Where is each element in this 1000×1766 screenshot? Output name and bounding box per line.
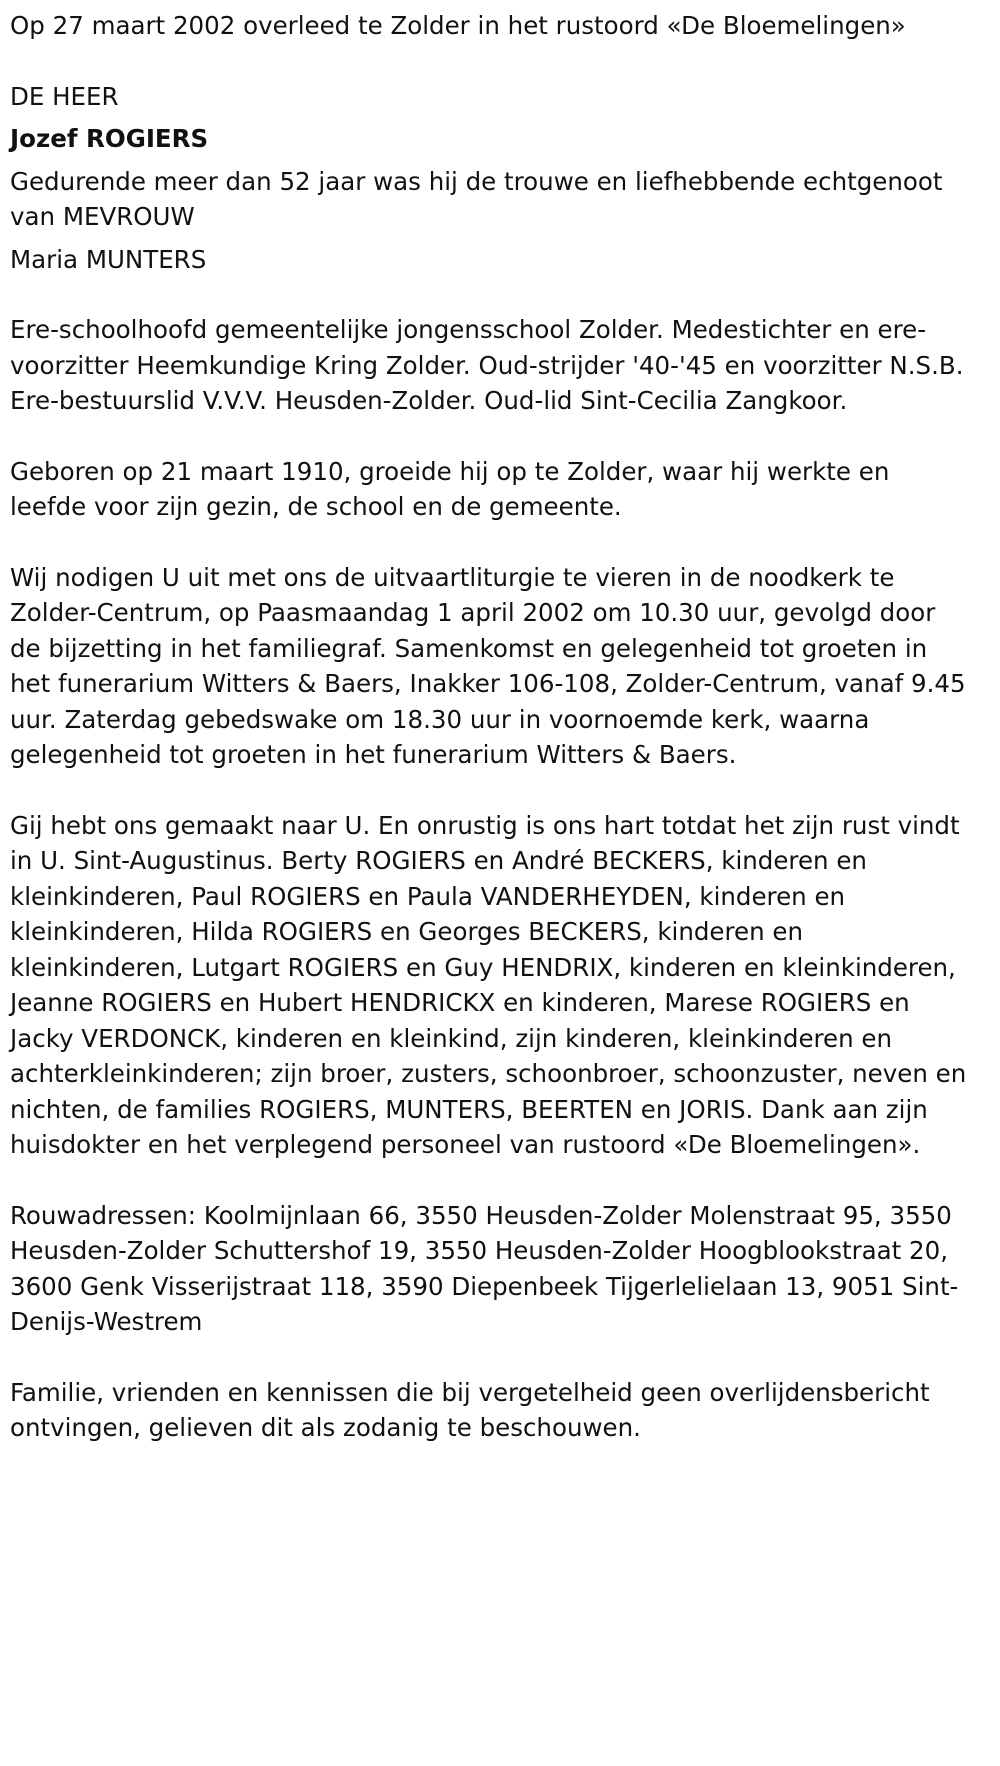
closing-paragraph: Familie, vrienden en kennissen die bij vergetelheid geen overlijdensbericht ontvingen, gelieven dit als zodanig te beschouwen. xyxy=(10,1377,930,1442)
functions-paragraph: Ere-schoolhoofd gemeentelijke jongensschool Zolder. Medestichter en ere-voorzitter Heemkundige Kring Zolder. Oud-strijder '40-'45 en voorzitter N.S.B. Ere-bestuurslid V.V.V. Heusden-Zolder. Oud-lid Sint-Cecilia Zangkoor. xyxy=(10,315,964,415)
spacer xyxy=(10,157,970,164)
birth-paragraph: Geboren op 21 maart 1910, groeide hij op te Zolder, waar hij werkte en leefde voor zijn gezin, de school en de gemeente. xyxy=(10,456,890,521)
spacer xyxy=(10,773,970,808)
spacer xyxy=(10,419,970,454)
funeral-paragraph: Wij nodigen U uit met ons de uitvaartliturgie te vieren in de noodkerk te Zolder-Centrum, op Paasmaandag 1 april 2002 om 10.30 uur, gevolgd door de bijzetting in het familiegraf. Samenkomst en gelegenheid tot groeten in het funerarium Witters & Baers, Inakker 106-108, Zolder-Centrum, vanaf 9.45 uur. Zaterdag gebedswake om 18.30 uur in voornoemde kerk, waarna gelegenheid tot groeten in het funerarium Witters & Baers. xyxy=(10,562,966,769)
family-paragraph: Gij hebt ons gemaakt naar U. En onrustig is ons hart totdat het zijn rust vindt in U. Sint-Augustinus. Berty ROGIERS en André BECKERS, kinderen en kleinkinderen, Paul ROGIERS en Paula VANDERHEYDEN, kinderen en kleinkinderen, Hilda ROGIERS en Georges BECKERS, kinderen en kleinkinderen, Lutgart ROGIERS en Guy HENDRIX, kinderen en kleinkinderen, Jeanne ROGIERS en Hubert HENDRICKX en kinderen, Marese ROGIERS en Jacky VERDONCK, kinderen en kleinkind, zijn kinderen, kleinkinderen en achterkleinkinderen; zijn broer, zusters, schoonbroer, schoonzuster, neven en nichten, de families ROGIERS, MUNTERS, BEERTEN en JORIS. Dank aan zijn huisdokter en het verplegend personeel van rustoord «De Bloemelingen». xyxy=(10,810,967,1159)
addresses-paragraph: Rouwadressen: Koolmijnlaan 66, 3550 Heusden-Zolder Molenstraat 95, 3550 Heusden-Zolder Schuttershof 19, 3550 Heusden-Zolder Hoogblookstraat 20, 3600 Genk Visserijstraat 118, 3590 Diepenbeek Tijgerlelielaan 13, 9051 Sint-Denijs-Westrem xyxy=(10,1200,959,1336)
intro-line: Op 27 maart 2002 overleed te Zolder in het rustoord «De Bloemelingen» xyxy=(10,11,906,40)
spacer xyxy=(10,525,970,560)
spacer xyxy=(10,1340,970,1375)
spacer xyxy=(10,1163,970,1198)
spacer xyxy=(10,277,970,312)
deceased-name: Jozef ROGIERS xyxy=(10,124,209,153)
honorific-title: DE HEER xyxy=(10,81,119,111)
spouse-name: Maria MUNTERS xyxy=(10,244,207,274)
spacer xyxy=(10,114,970,121)
spacer xyxy=(10,44,970,79)
spouse-text: Gedurende meer dan 52 jaar was hij de trouwe en liefhebbende echtgenoot van MEVROUW xyxy=(10,166,943,231)
spacer xyxy=(10,235,970,242)
